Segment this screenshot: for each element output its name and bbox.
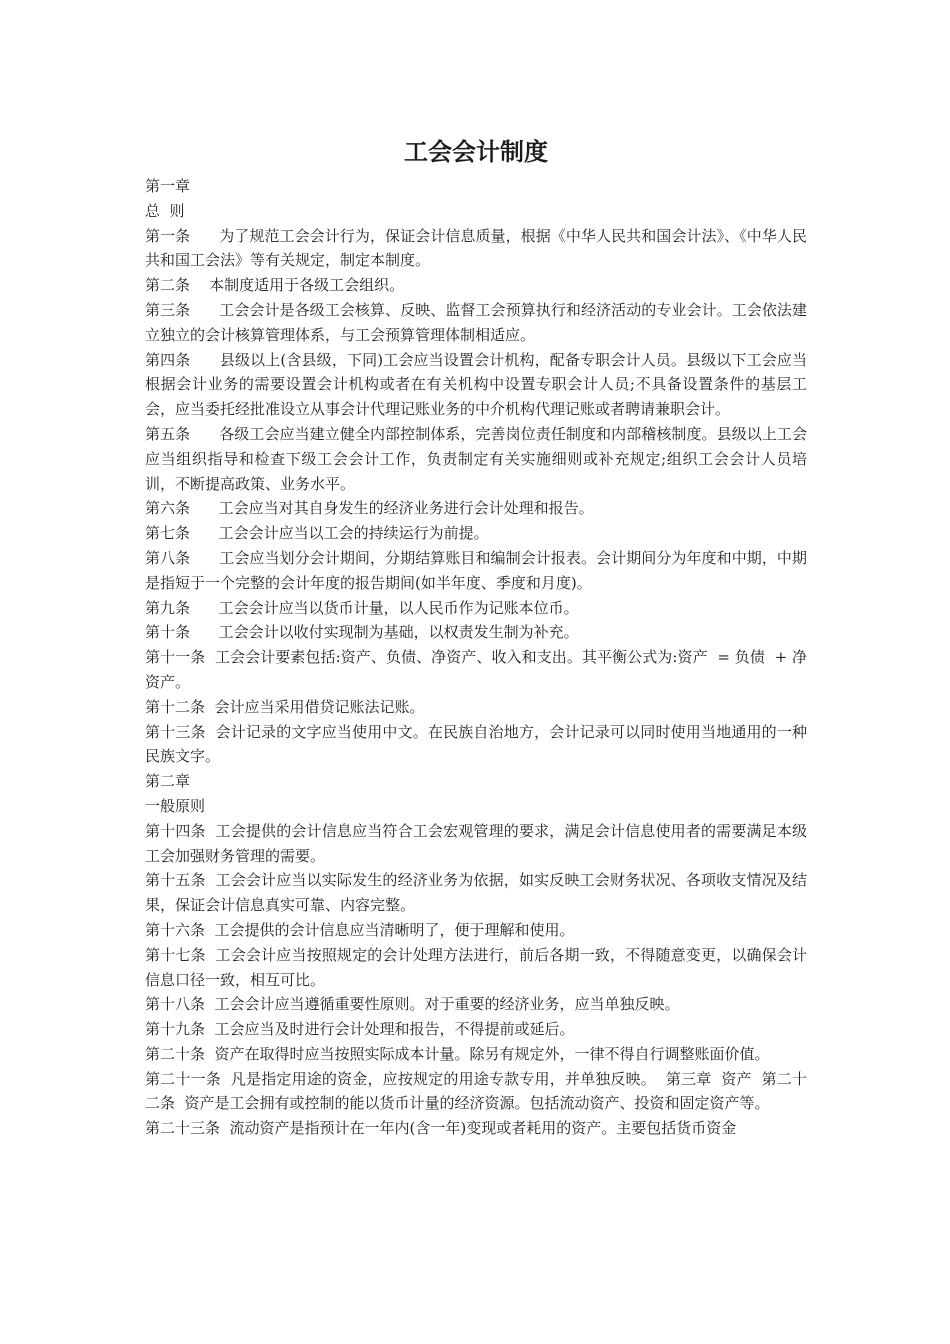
paragraph-article-11: 第十一条 工会会计要素包括:资产、负债、净资产、收入和支出。其平衡公式为:资产 = 负债 + 净资产。	[145, 648, 807, 691]
paragraph-article-2: 第二条 本制度适用于各级工会组织。	[145, 276, 405, 295]
paragraph-article-18: 第十八条 工会会计应当遵循重要性原则。对于重要的经济业务，应当单独反映。	[145, 995, 680, 1014]
paragraph-article-12: 第十二条 会计应当采用借贷记账法记账。	[145, 697, 425, 716]
paragraph-article-9: 第九条 工会会计应当以货币计量，以人民币作为记账本位币。	[145, 598, 579, 617]
paragraph-article-10: 第十条 工会会计以收付实现制为基础，以权责发生制为补充。	[145, 623, 579, 642]
paragraph-article-16: 第十六条 工会提供的会计信息应当清晰明了，便于理解和使用。	[145, 920, 575, 939]
paragraph-article-8: 第八条 工会应当划分会计期间，分期结算账目和编制会计报表。会计期间分为年度和中期，中期是指短于一个完整的会计年度的报告期间(如半年度、季度和月度)。	[145, 548, 807, 592]
paragraph-article-1: 第一条 为了规范工会会计行为，保证会计信息质量，根据《中华人民共和国会计法》、《中华人民共和国工会法》等有关规定，制定本制度。	[145, 226, 807, 270]
document-title: 工会会计制度	[404, 138, 548, 166]
document-page	[145, 136, 807, 1141]
paragraph-article-6: 第六条 工会应当对其自身发生的经济业务进行会计处理和报告。	[145, 499, 594, 518]
paragraph-article-19: 第十九条 工会应当及时进行会计处理和报告，不得提前或延后。	[145, 1020, 575, 1039]
paragraph-article-5: 第五条 各级工会应当建立健全内部控制体系，完善岗位责任制度和内部稽核制度。县级以上工会应当组织指导和检查下级工会会计工作，负责制定有关实施细则或补充规定;组织工会会计人员培训，不断提高政策、业务水平。	[145, 424, 807, 493]
paragraph-article-3: 第三条 工会会计是各级工会核算、反映、监督工会预算执行和经济活动的专业会计。工会依法建立独立的会计核算管理体系，与工会预算管理体制相适应。	[145, 300, 807, 344]
paragraph-article-13: 第十三条 会计记录的文字应当使用中文。在民族自治地方，会计记录可以同时使用当地通用的一种民族文字。	[145, 722, 807, 766]
paragraph-article-14: 第十四条 工会提供的会计信息应当符合工会宏观管理的要求，满足会计信息使用者的需要满足本级工会加强财务管理的需要。	[145, 821, 807, 865]
document-body	[145, 174, 807, 1141]
paragraph-article-15: 第十五条 工会会计应当以实际发生的经济业务为依据，如实反映工会财务状况、各项收支情况及结果，保证会计信息真实可靠、内容完整。	[145, 871, 807, 915]
paragraph-article-23: 第二十三条 流动资产是指预计在一年内(含一年)变现或者耗用的资产。主要包括货币资金	[145, 1119, 737, 1138]
paragraph-chapter-2: 第二章	[145, 772, 191, 791]
paragraph-section-general: 总 则	[145, 201, 185, 220]
paragraph-section-principles: 一般原则	[145, 796, 206, 815]
paragraph-article-17: 第十七条 工会会计应当按照规定的会计处理方法进行，前后各期一致，不得随意变更，以确保会计信息口径一致，相互可比。	[145, 945, 807, 989]
paragraph-article-7: 第七条 工会会计应当以工会的持续运行为前提。	[145, 524, 489, 543]
paragraph-article-21-22: 第二十一条 凡是指定用途的资金，应按规定的用途专款专用，并单独反映。 第三章 资产 第二十二条 资产是工会拥有或控制的能以货币计量的经济资源。包括流动资产、投资和固定资产等。	[145, 1069, 807, 1113]
paragraph-article-4: 第四条 县级以上(含县级，下同)工会应当设置会计机构，配备专职会计人员。县级以下工会应当根据会计业务的需要设置会计机构或者在有关机构中设置专职会计人员;不具备设置条件的基层工会，应当委托经批准设立从事会计代理记账业务的中介机构代理记账或者聘请兼职会计。	[145, 350, 807, 419]
paragraph-chapter-1: 第一章	[145, 177, 191, 195]
paragraph-article-20: 第二十条 资产在取得时应当按照实际成本计量。除另有规定外，一律不得自行调整账面价值。	[145, 1044, 770, 1063]
